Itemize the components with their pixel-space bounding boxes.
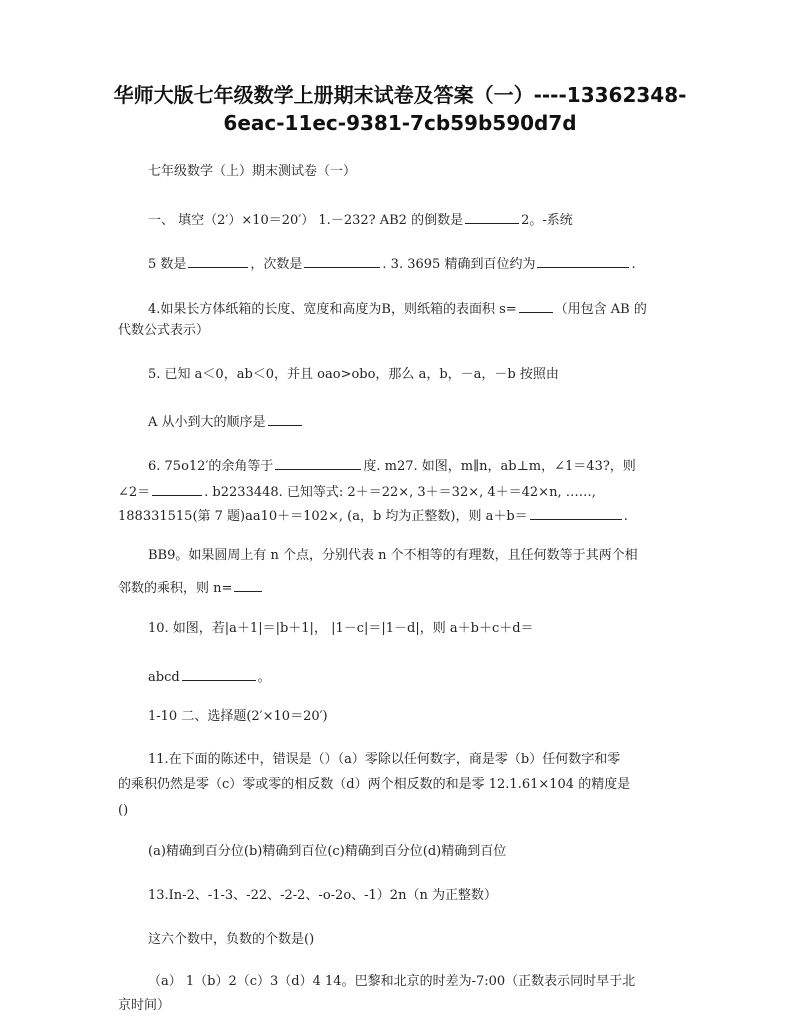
question-4 [148, 298, 647, 319]
exam-subtitle: 七年级数学（上）期末测试卷（一） [148, 164, 357, 179]
question-10-label: abcd [148, 670, 180, 685]
question-8-text: . b2233448. 已知等式: 2＋＝22×, 3＋＝32×, 4＋＝42×n, ……, [204, 485, 596, 500]
question-2-text-mid: ，次数是 [250, 257, 303, 272]
question-10: 10. 如图，若|a＋1|＝|b＋1|， |1－c|＝|1－d|，则 a＋b＋c＋d＝ [148, 621, 534, 636]
answer-blank [465, 209, 519, 224]
answer-blank [304, 253, 380, 268]
question-8-continued [118, 505, 628, 526]
question-4-continued: 代数公式表示） [118, 323, 210, 338]
answer-blank [268, 411, 302, 426]
question-14-continued: 京时间） [118, 998, 171, 1013]
question-12-paren: () [118, 803, 129, 818]
answer-blank [188, 253, 248, 268]
answer-blank [275, 455, 361, 470]
question-7-text: 度. m27. 如图，m∥n，ab⊥m，∠1＝43?，则 [363, 459, 636, 474]
document-title-line-2: 6eac-11ec-9381-7cb59b590d7d [223, 111, 577, 135]
question-5-continued [148, 411, 304, 432]
question-9-continued [118, 577, 264, 598]
question-10-continued [148, 666, 271, 687]
question-3-text-end: . [631, 257, 636, 272]
question-13-continued: 这六个数中，负数的个数是() [148, 932, 315, 947]
question-13-14: （a） 1（b）2（c）3（d）4 14。巴黎和北京的时差为-7:00（正数表示同时早于北 [148, 974, 636, 989]
question-13: 13.In-2、-1-3、-22、-2-2、-o-2o、-1）2n（n 为正整数） [148, 888, 497, 903]
question-10-text-end: 。 [257, 670, 271, 685]
question-9-text-end: 邻数的乘积，则 n= [118, 581, 233, 596]
question-11-continued: 的乘积仍然是零（c）零或零的相反数（d）两个相反数的和是零 12.1.61×104 的精度是 [118, 777, 631, 792]
question-12-options: (a)精确到百分位(b)精确到百位(c)精确到百分位(d)精确到百位 [148, 844, 507, 859]
question-5-text-end: A 从小到大的顺序是 [148, 415, 266, 430]
question-2-3 [148, 253, 636, 274]
answer-blank [182, 666, 256, 681]
answer-blank [152, 481, 202, 496]
answer-blank [537, 253, 629, 268]
question-9: BB9。如果圆周上有 n 个点，分别代表 n 个不相等的有理数，且任何数等于其两个相 [148, 548, 638, 563]
question-11: 11.在下面的陈述中，错误是（）（a）零除以任何数字，商是零（b）任何数字和零 [148, 752, 621, 767]
document-title-line-1: 华师大版七年级数学上册期末试卷及答案（一）----13362348- [113, 83, 687, 107]
question-2-text: 5 数是 [148, 257, 187, 272]
answer-blank [530, 505, 622, 520]
question-1-text-end: 2。-系统 [521, 213, 573, 228]
question-1 [148, 209, 573, 230]
answer-blank [234, 577, 262, 592]
section-2-heading: 1-10 二、选择题(2′×10＝20′) [148, 709, 328, 724]
question-8-text-end: 188331515(第 7 题)aa10＋＝102×, (a，b 均为正整数)，则 a＋b＝ [118, 509, 528, 524]
question-4-text: 4.如果长方体纸箱的长度、宽度和高度为B，则纸箱的表面积 s= [148, 302, 517, 317]
question-7-text-end: ∠2＝ [118, 485, 151, 500]
question-6-7 [148, 455, 636, 476]
question-7-8 [118, 481, 596, 502]
question-3-text: . 3. 3695 精确到百位约为 [382, 257, 536, 272]
question-1-text: 一、 填空（2′）×10＝20′） 1.－232? AB2 的倒数是 [148, 213, 464, 228]
question-4-text-end: （用包含 AB 的 [554, 302, 647, 317]
question-8-period: . [623, 509, 628, 524]
question-6-text: 6. 75o12′的余角等于 [148, 459, 274, 474]
question-5: 5. 已知 a＜0，ab＜0，并且 oao>obo，那么 a，b，－a，－b 按照由 [148, 367, 559, 382]
answer-blank [519, 298, 553, 313]
